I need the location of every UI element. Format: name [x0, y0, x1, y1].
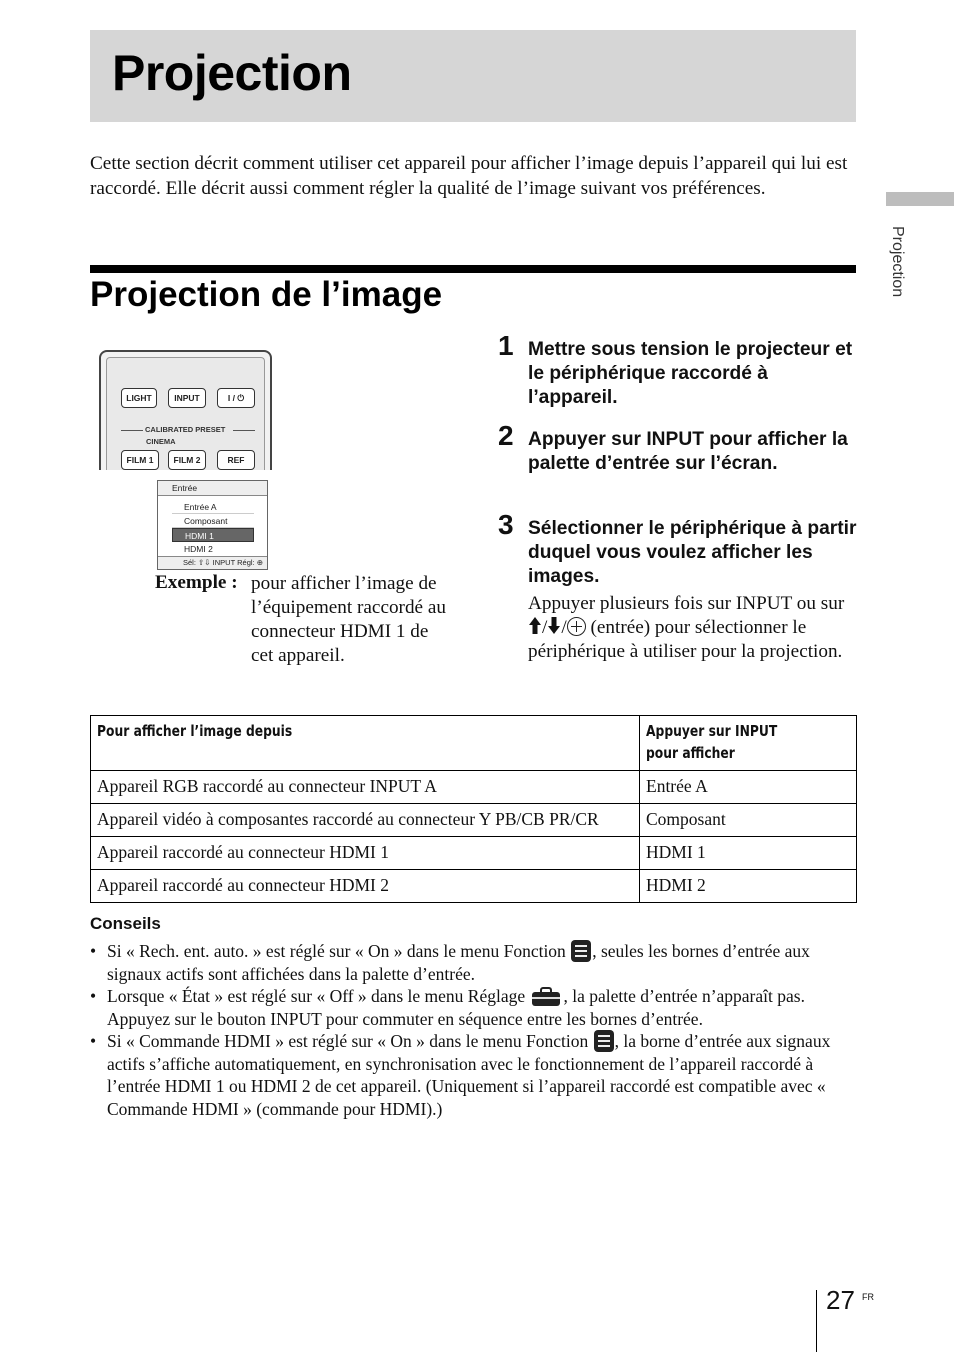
tip-item: • Si « Commande HDMI » est réglé sur « On » dans le menu Fonction , la borne d’entrée aux signaux actifs s’affiche automatiquement, en synchronisation avec le fonctionnement de l’appareil raccordé à l’entrée HDMI 1 ou HDMI 2 de cet appareil. (Uniquement si l’appareil raccordé est compatible avec « Commande HDMI » (commande pour HDMI).)	[90, 1030, 856, 1120]
palette-item: Composant	[172, 514, 254, 528]
table-cell: Appareil raccordé au connecteur HDMI 1	[91, 837, 640, 870]
table-cell: HDMI 2	[640, 870, 857, 903]
remote-light-button: LIGHT	[121, 388, 157, 408]
remote-illustration	[99, 350, 272, 470]
table-header-cell: Pour afficher l’image depuis	[91, 716, 640, 771]
section-title: Projection de l’image	[90, 275, 443, 314]
page-language: FR	[862, 1292, 874, 1302]
page-title: Projection	[112, 45, 352, 101]
remote-film1-button: FILM 1	[121, 450, 159, 470]
table-cell: Appareil raccordé au connecteur HDMI 2	[91, 870, 640, 903]
function-menu-icon	[571, 940, 591, 962]
palette-item: Entrée A	[172, 500, 254, 514]
section-rule	[90, 265, 856, 273]
step3-body-text: (entrée) pour sélectionner le périphérique à utiliser pour la projection.	[528, 617, 843, 662]
remote-group-label: CALIBRATED PRESET	[145, 425, 226, 434]
up-arrow-icon	[528, 616, 542, 635]
palette-item-selected: HDMI 1	[172, 528, 254, 542]
input-palette	[157, 480, 268, 570]
remote-divider	[121, 430, 143, 431]
remote-power-button: I / ⏻	[217, 388, 255, 408]
tips-list	[90, 940, 856, 1120]
table-cell: HDMI 1	[640, 837, 857, 870]
step-number: 2	[498, 420, 514, 451]
table-row	[91, 870, 857, 903]
side-section-label: Projection	[889, 226, 906, 298]
step-text: Appuyer sur INPUT pour afficher la palette d’entrée sur l’écran.	[528, 429, 848, 474]
step3-body-text: Appuyer plusieurs fois sur INPUT ou sur	[528, 593, 845, 614]
caption-key: Exemple :	[155, 572, 238, 593]
page-number-rule	[816, 1290, 817, 1352]
input-source-table	[90, 715, 857, 903]
table-row	[91, 771, 857, 804]
step-number: 3	[498, 509, 514, 540]
caption-text: pour afficher l’image de l’équipement raccordé au connecteur HDMI 1 de cet appareil.	[251, 573, 446, 666]
title-band	[90, 30, 856, 122]
step-text: Mettre sous tension le projecteur et le périphérique raccordé à l’appareil.	[528, 339, 853, 408]
remote-ref-button: REF	[217, 450, 255, 470]
tips-title: Conseils	[90, 914, 161, 933]
remote-panel	[106, 357, 265, 470]
table-cell: Appareil RGB raccordé au connecteur INPUT A	[91, 771, 640, 804]
down-arrow-icon	[547, 616, 561, 635]
tip-item: • Si « Rech. ent. auto. » est réglé sur « On » dans le menu Fonction , seules les bornes d’entrée aux signaux actifs sont affichées dans la palette d’entrée.	[90, 940, 856, 985]
intro-paragraph: Cette section décrit comment utiliser cet appareil pour afficher l’image depuis l’appareil qui lui est raccordé. Elle décrit aussi comment régler la qualité de l’image suivant vos préférences.	[90, 153, 848, 199]
palette-header: Entrée	[158, 481, 267, 496]
step3-body: Appuyer plusieurs fois sur INPUT ou sur / / (entrée) pour sélectionner le périphérique à utiliser pour la projection.	[528, 593, 845, 662]
remote-film2-button: FILM 2	[168, 450, 206, 470]
remote-sub-label: CINEMA	[146, 437, 176, 446]
palette-item: HDMI 2	[184, 544, 213, 554]
table-header-row	[91, 716, 857, 771]
table-row	[91, 837, 857, 870]
table-cell: Entrée A	[640, 771, 857, 804]
remote-input-button: INPUT	[168, 388, 206, 408]
page-number: 27	[826, 1285, 855, 1315]
table-header-cell: Appuyer sur INPUT pour afficher	[640, 716, 857, 771]
table-cell: Appareil vidéo à composantes raccordé au connecteur Y PB/CB PR/CR	[91, 804, 640, 837]
table-row	[91, 804, 857, 837]
step-number: 1	[498, 330, 514, 361]
table-cell: Composant	[640, 804, 857, 837]
side-tab-marker	[886, 192, 954, 206]
setup-menu-icon	[531, 985, 561, 1007]
palette-list	[172, 500, 254, 556]
enter-icon	[567, 617, 586, 636]
tip-item: • Lorsque « État » est réglé sur « Off » dans le menu Réglage , la palette d’entrée n’apparaît pas. Appuyez sur le bouton INPUT pour commuter en séquence entre les bornes d’entrée.	[90, 985, 856, 1030]
remote-divider	[233, 430, 255, 431]
palette-footer: Sél: ⇧⇩ INPUT Régl: ⊕	[158, 556, 267, 569]
function-menu-icon	[594, 1030, 614, 1052]
step-text: Sélectionner le périphérique à partir duquel vous voulez afficher les images.	[528, 518, 857, 587]
